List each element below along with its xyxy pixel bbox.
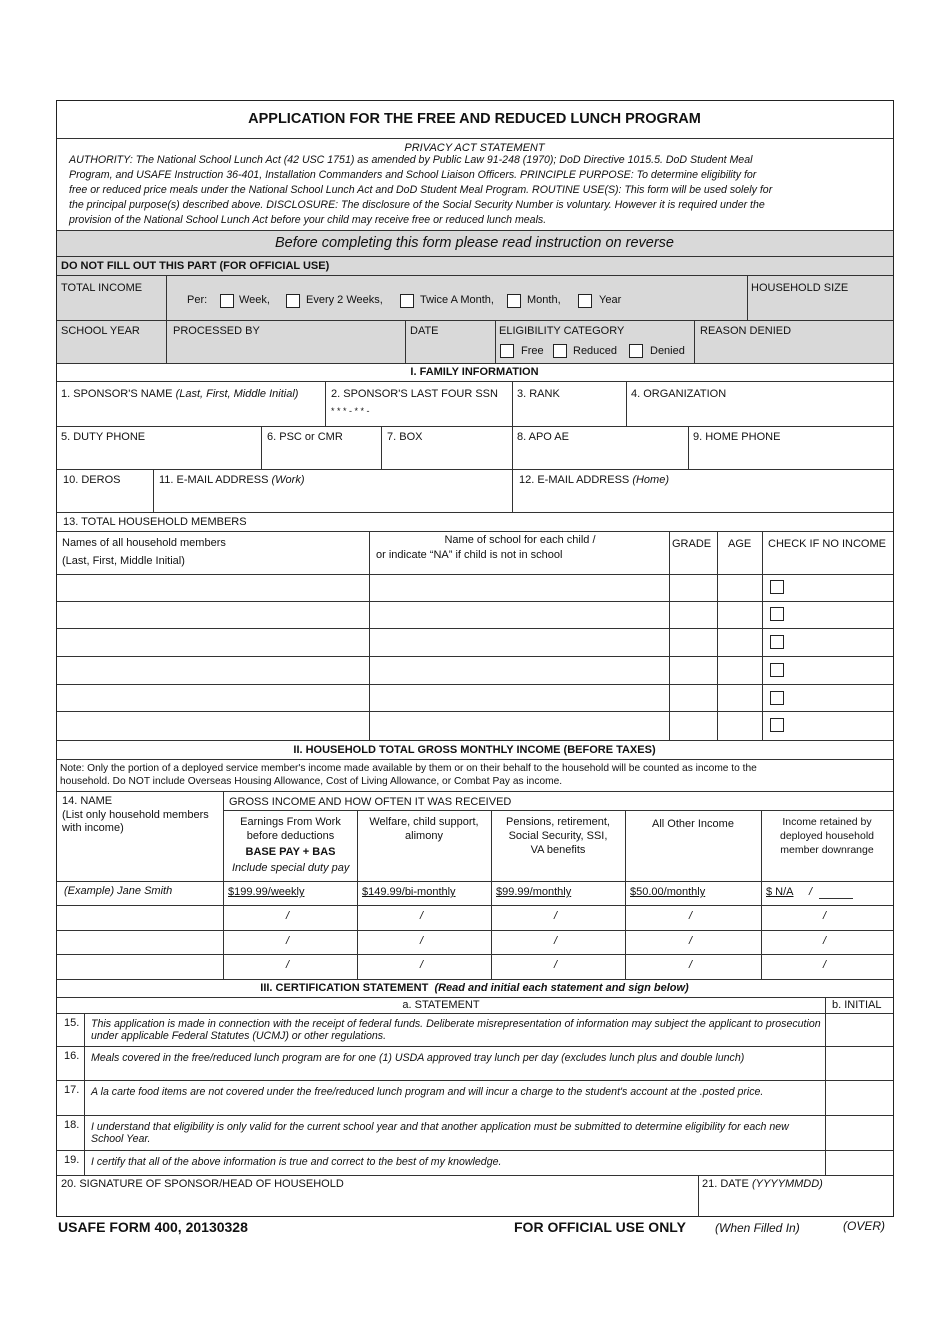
grade-header: GRADE bbox=[672, 538, 712, 550]
example-other: $50.00/monthly bbox=[630, 886, 706, 898]
duty-phone-label: 5. DUTY PHONE bbox=[61, 431, 146, 443]
school-year-label: SCHOOL YEAR bbox=[61, 325, 140, 337]
no-income-checkbox[interactable] bbox=[770, 663, 784, 677]
welfare-col-line-1: Welfare, child support, bbox=[369, 816, 479, 828]
privacy-line-3: free or reduced price meals under the National School Lunch Act and DoD Student Meal Program. ROUTINE USE(S): This form will be used solely for bbox=[69, 184, 773, 196]
pension-col-line-2: Social Security, SSI, bbox=[508, 830, 608, 842]
school-name-hint: or indicate “NA” if child is not in school bbox=[376, 549, 563, 561]
total-income-label: TOTAL INCOME bbox=[61, 282, 143, 294]
initial-18-field[interactable] bbox=[827, 1117, 891, 1146]
rank-label: 3. RANK bbox=[517, 388, 560, 400]
privacy-line-2: Program, and USAFE Instruction 36-401, Installation Commanders and School Liaison Officers. PRINCIPLE PURPOSE: To determine eligibility for bbox=[69, 169, 757, 181]
statement-16-number: 16. bbox=[64, 1050, 80, 1062]
year-checkbox[interactable] bbox=[578, 294, 592, 308]
example-retained-slash: / bbox=[809, 886, 813, 898]
household-member-row[interactable] bbox=[57, 575, 893, 601]
twice-a-month-label: Twice A Month, bbox=[420, 294, 494, 306]
statement-18-number: 18. bbox=[64, 1119, 80, 1131]
organization-field[interactable] bbox=[631, 404, 889, 424]
statement-col-header: a. STATEMENT bbox=[402, 999, 480, 1011]
no-income-header: CHECK IF NO INCOME bbox=[768, 538, 886, 550]
income-slash: / bbox=[689, 910, 693, 922]
income-name-header: 14. NAME bbox=[62, 795, 113, 807]
lunch-application-form bbox=[56, 100, 894, 1217]
statement-18: I understand that eligibility is only valid for the current school year and that another application must be submitted to determine eligibility for each new School Year. bbox=[91, 1121, 789, 1145]
income-slash: / bbox=[286, 910, 290, 922]
example-pension: $99.99/monthly bbox=[496, 886, 572, 898]
statement-17-number: 17. bbox=[64, 1084, 80, 1096]
age-header: AGE bbox=[728, 538, 752, 550]
retained-col-line-2: deployed household bbox=[780, 830, 874, 842]
year-label: Year bbox=[599, 294, 622, 306]
income-slash: / bbox=[554, 959, 558, 971]
income-slash: / bbox=[286, 935, 290, 947]
income-row[interactable] bbox=[57, 931, 893, 954]
retained-col-line-3: member downrange bbox=[780, 844, 874, 856]
income-note-line-2: household. Do NOT include Overseas Housing Allowance, Cost of Living Allowance, or Combat Pay as income. bbox=[60, 776, 563, 787]
week-checkbox[interactable] bbox=[220, 294, 234, 308]
official-use-header: DO NOT FILL OUT THIS PART (FOR OFFICIAL USE) bbox=[61, 260, 330, 272]
initial-17-field[interactable] bbox=[827, 1082, 891, 1112]
form-id: USAFE FORM 400, 20130328 bbox=[58, 1219, 248, 1235]
initial-16-field[interactable] bbox=[827, 1048, 891, 1077]
welfare-col-line-2: alimony bbox=[405, 830, 443, 842]
family-info-section-title: I. FAMILY INFORMATION bbox=[410, 366, 539, 378]
statement-15: This application is made in connection with the receipt of federal funds. Deliberate misrepresentation of information may subject the applicant to prosecution under applicable Federal Statutes (UCMJ) or other regulations. bbox=[91, 1018, 821, 1042]
denied-label: Denied bbox=[650, 345, 685, 357]
apo-ae-field[interactable] bbox=[517, 447, 683, 467]
rank-field[interactable] bbox=[517, 404, 623, 424]
twice-a-month-checkbox[interactable] bbox=[400, 294, 414, 308]
statement-19-number: 19. bbox=[64, 1154, 80, 1166]
statement-16: Meals covered in the free/reduced lunch program are for one (1) USDA approved tray lunch per day (excludes lunch plus and double lunch) bbox=[91, 1052, 745, 1064]
household-size-field[interactable] bbox=[751, 297, 889, 317]
pension-col-line-3: VA benefits bbox=[530, 844, 586, 856]
home-email-field[interactable] bbox=[519, 490, 889, 510]
every-2-weeks-label: Every 2 Weeks, bbox=[306, 294, 383, 306]
fouo-label: FOR OFFICIAL USE ONLY bbox=[514, 1219, 686, 1235]
sponsor-name-label: 1. SPONSOR'S NAME (Last, First, Middle Initial) bbox=[61, 388, 299, 400]
signature-date-label: 21. DATE (YYYYMMDD) bbox=[702, 1178, 823, 1190]
income-slash: / bbox=[689, 959, 693, 971]
privacy-line-1: AUTHORITY: The National School Lunch Act (42 USC 1751) as amended by Public Law 91-248 (1970); DoD Directive 1015.5. DoD Student Meal bbox=[69, 154, 753, 166]
month-label: Month, bbox=[527, 294, 561, 306]
household-member-row[interactable] bbox=[57, 712, 893, 740]
instruction-banner: Before completing this form please read instruction on reverse bbox=[275, 235, 674, 251]
income-slash: / bbox=[823, 935, 827, 947]
income-slash: / bbox=[823, 959, 827, 971]
denied-checkbox[interactable] bbox=[629, 344, 643, 358]
home-phone-field[interactable] bbox=[693, 447, 889, 467]
earnings-col-line-3: BASE PAY + BAS bbox=[245, 846, 336, 858]
fouo-hint: (When Filled In) bbox=[715, 1221, 800, 1235]
no-income-checkbox[interactable] bbox=[770, 691, 784, 705]
household-names-hint: (Last, First, Middle Initial) bbox=[62, 555, 185, 567]
form-title: APPLICATION FOR THE FREE AND REDUCED LUNCH PROGRAM bbox=[248, 111, 701, 127]
box-field[interactable] bbox=[387, 447, 507, 467]
initial-19-field[interactable] bbox=[827, 1152, 891, 1173]
household-member-row[interactable] bbox=[57, 602, 893, 628]
earnings-col-line-4: Include special duty pay bbox=[232, 862, 350, 874]
income-row[interactable] bbox=[57, 906, 893, 930]
example-earnings: $199.99/weekly bbox=[228, 886, 305, 898]
income-slash: / bbox=[554, 935, 558, 947]
sponsor-ssn-label: 2. SPONSOR'S LAST FOUR SSN bbox=[331, 388, 498, 400]
income-slash: / bbox=[420, 935, 424, 947]
earnings-col-line-1: Earnings From Work bbox=[240, 816, 341, 828]
no-income-checkbox[interactable] bbox=[770, 718, 784, 732]
organization-label: 4. ORGANIZATION bbox=[631, 388, 727, 400]
home-phone-label: 9. HOME PHONE bbox=[693, 431, 781, 443]
week-label: Week, bbox=[239, 294, 270, 306]
reason-denied-label: REASON DENIED bbox=[700, 325, 792, 337]
psc-cmr-field[interactable] bbox=[267, 447, 377, 467]
privacy-line-5: provision of the National School Lunch Act before your child may receive free or reduced lunch meals. bbox=[69, 214, 547, 226]
deros-label: 10. DEROS bbox=[63, 474, 121, 486]
household-size-label: HOUSEHOLD SIZE bbox=[751, 282, 849, 294]
signature-date-field[interactable] bbox=[702, 1194, 889, 1214]
free-checkbox[interactable] bbox=[500, 344, 514, 358]
example-retained: $ N/A bbox=[766, 886, 794, 898]
processed-by-label: PROCESSED BY bbox=[173, 325, 260, 337]
gross-income-header: GROSS INCOME AND HOW OFTEN IT WAS RECEIVED bbox=[229, 796, 512, 808]
privacy-line-4: the principal purpose(s) described above. DISCLOSURE: The disclosure of the Social Security Number is voluntary. However it is required under the bbox=[69, 199, 765, 211]
income-name-hint-1: (List only household members bbox=[62, 809, 209, 821]
household-member-row[interactable] bbox=[57, 657, 893, 684]
example-welfare: $149.99/bi-monthly bbox=[362, 886, 456, 898]
income-note-line-1: Note: Only the portion of a deployed service member's income made available by them or on their behalf to the household will be counted as income to the bbox=[60, 763, 757, 774]
earnings-col-line-2: before deductions bbox=[246, 830, 335, 842]
deros-field[interactable] bbox=[61, 490, 149, 510]
income-slash: / bbox=[554, 910, 558, 922]
over-label: (OVER) bbox=[843, 1219, 885, 1233]
work-email-label: 11. E-MAIL ADDRESS (Work) bbox=[159, 474, 305, 486]
statement-19: I certify that all of the above information is true and correct to the best of my knowledge. bbox=[91, 1156, 502, 1168]
signature-label: 20. SIGNATURE OF SPONSOR/HEAD OF HOUSEHOLD bbox=[61, 1178, 344, 1190]
no-income-checkbox[interactable] bbox=[770, 635, 784, 649]
income-slash: / bbox=[689, 935, 693, 947]
household-member-row[interactable] bbox=[57, 629, 893, 656]
certification-section-title: III. CERTIFICATION STATEMENT (Read and initial each statement and sign below) bbox=[260, 982, 689, 994]
eligibility-category-label: ELIGIBILITY CATEGORY bbox=[499, 325, 625, 337]
household-member-row[interactable] bbox=[57, 685, 893, 711]
apo-ae-label: 8. APO AE bbox=[517, 431, 569, 443]
privacy-heading: PRIVACY ACT STATEMENT bbox=[404, 142, 545, 154]
reduced-checkbox[interactable] bbox=[553, 344, 567, 358]
initial-col-header: b. INITIAL bbox=[832, 999, 882, 1011]
income-slash: / bbox=[823, 910, 827, 922]
work-email-field[interactable] bbox=[159, 490, 507, 510]
total-household-members-label: 13. TOTAL HOUSEHOLD MEMBERS bbox=[63, 516, 247, 528]
official-date-label: DATE bbox=[410, 325, 439, 337]
initial-15-field[interactable] bbox=[827, 1015, 891, 1044]
pension-col-line-1: Pensions, retirement, bbox=[506, 816, 610, 828]
statement-15-number: 15. bbox=[64, 1017, 80, 1029]
household-names-header: Names of all household members bbox=[62, 537, 226, 549]
no-income-checkbox[interactable] bbox=[770, 580, 784, 594]
example-name: (Example) Jane Smith bbox=[64, 885, 173, 897]
ssn-mask[interactable]: * * * - * * - bbox=[331, 406, 370, 416]
reduced-label: Reduced bbox=[573, 345, 618, 357]
school-name-header: Name of school for each child / bbox=[444, 534, 596, 546]
box-label: 7. BOX bbox=[387, 431, 423, 443]
duty-phone-field[interactable] bbox=[61, 447, 257, 467]
free-label: Free bbox=[521, 345, 544, 357]
month-checkbox[interactable] bbox=[507, 294, 521, 308]
retained-col-line-1: Income retained by bbox=[782, 816, 872, 828]
statement-17: A la carte food items are not covered under the free/reduced lunch program and will incur a charge to the student's account at the .posted price. bbox=[91, 1086, 764, 1098]
income-slash: / bbox=[286, 959, 290, 971]
every-2-weeks-checkbox[interactable] bbox=[286, 294, 300, 308]
sponsor-name-field[interactable] bbox=[61, 404, 321, 424]
home-email-label: 12. E-MAIL ADDRESS (Home) bbox=[519, 474, 669, 486]
income-row[interactable] bbox=[57, 955, 893, 979]
per-label: Per: bbox=[187, 294, 208, 306]
other-income-col: All Other Income bbox=[652, 818, 734, 830]
income-slash: / bbox=[420, 910, 424, 922]
no-income-checkbox[interactable] bbox=[770, 607, 784, 621]
signature-field[interactable] bbox=[61, 1194, 693, 1214]
psc-cmr-label: 6. PSC or CMR bbox=[267, 431, 343, 443]
income-slash: / bbox=[420, 959, 424, 971]
income-section-title: II. HOUSEHOLD TOTAL GROSS MONTHLY INCOME (BEFORE TAXES) bbox=[293, 744, 656, 756]
income-name-hint-2: with income) bbox=[62, 822, 124, 834]
